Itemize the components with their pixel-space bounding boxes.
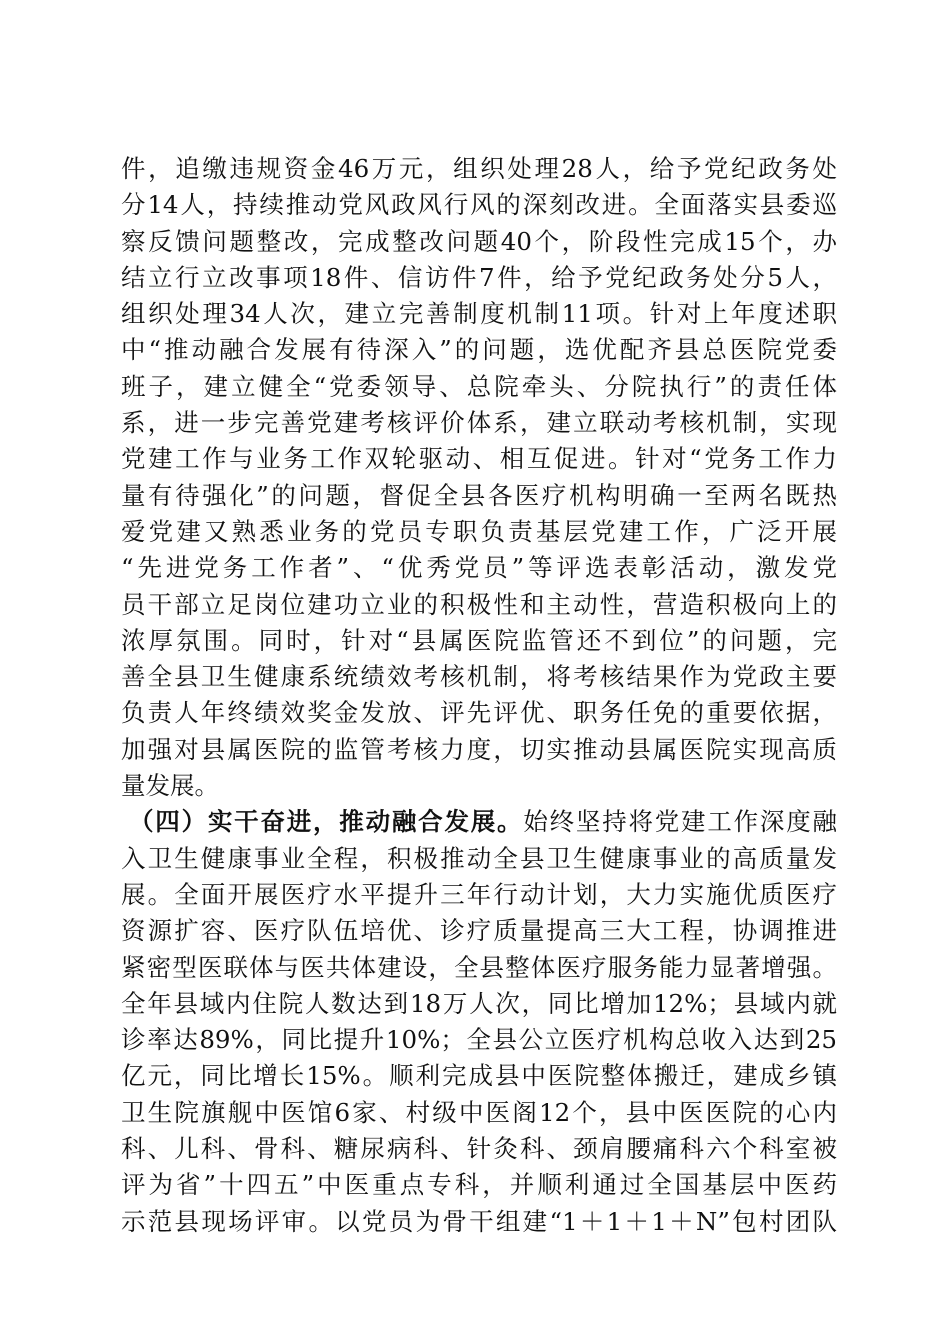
text-line: 诊率达89%，同比提升10%；全县公立医疗机构总收入达到25 <box>121 1025 837 1055</box>
section-heading: （四）实干奋进，推动融合发展。 <box>129 807 524 837</box>
text-line: 班子，建立健全“党委领导、总院牵头、分院执行”的责任体 <box>121 371 837 401</box>
paragraph-1 <box>121 151 837 804</box>
text-line: 量发展。 <box>121 771 219 801</box>
text-line: 件，追缴违规资金46万元，组织处理28人，给予党纪政务处 <box>121 154 837 183</box>
text-line: 员干部立足岗位建功立业的积极性和主动性，营造积极向上的 <box>121 589 837 619</box>
document-body <box>121 151 837 1240</box>
text-line: 全年县域内住院人数达到18万人次，同比增加12%；县域内就 <box>121 988 837 1018</box>
heading-line-rest: 始终坚持将党建工作深度融 <box>523 807 838 837</box>
text-line: 党建工作与业务工作双轮驱动、相互促进。针对“党务工作力 <box>121 444 837 474</box>
text-line: 亿元，同比增长15%。顺利完成县中医院整体搬迁，建成乡镇 <box>121 1061 837 1091</box>
text-line: 资源扩容、医疗队伍培优、诊疗质量提高三大工程，协调推进 <box>121 916 837 946</box>
text-line: 系，进一步完善党建考核评价体系，建立联动考核机制，实现 <box>121 408 837 438</box>
text-line: 察反馈问题整改，完成整改问题40个，阶段性完成15个，办 <box>121 226 837 256</box>
section-heading-line <box>121 804 837 840</box>
text-line: 紧密型医联体与医共体建设，全县整体医疗服务能力显著增强。 <box>121 952 837 982</box>
text-line: 结立行立改事项18件、信访件7件，给予党纪政务处分5人， <box>121 262 837 292</box>
text-line: 入卫生健康事业全程，积极推动全县卫生健康事业的高质量发 <box>121 843 837 873</box>
text-line: 加强对县属医院的监管考核力度，切实推动县属医院实现高质 <box>121 734 837 764</box>
text-line: 分14人，持续推动党风政风行风的深刻改进。全面落实县委巡 <box>121 190 837 220</box>
text-line: 负责人年终绩效奖金发放、评先评优、职务任免的重要依据， <box>121 698 837 728</box>
text-line: 善全县卫生健康系统绩效考核机制，将考核结果作为党政主要 <box>121 662 837 692</box>
text-line: 示范县现场评审。以党员为骨干组建“1＋1＋1＋N”包村团队 <box>121 1206 837 1236</box>
text-line: 组织处理34人次，建立完善制度机制11项。针对上年度述职 <box>121 299 837 329</box>
text-line: 科、儿科、骨科、糖尿病科、针灸科、颈肩腰痛科六个科室被 <box>121 1134 837 1164</box>
text-line: 卫生院旗舰中医馆6家、村级中医阁12个，县中医医院的心内 <box>121 1097 837 1127</box>
paragraph-2 <box>121 804 837 1240</box>
text-line: 评为省”十四五”中医重点专科，并顺利通过全国基层中医药 <box>121 1170 837 1200</box>
text-line: 展。全面开展医疗水平提升三年行动计划，大力实施优质医疗 <box>121 879 837 909</box>
text-line: 中“推动融合发展有待深入”的问题，选优配齐县总医院党委 <box>121 335 837 365</box>
text-line: 量有待强化”的问题，督促全县各医疗机构明确一至两名既热 <box>121 480 837 510</box>
text-line: 爱党建又熟悉业务的党员专职负责基层党建工作，广泛开展 <box>121 516 837 546</box>
text-line: 浓厚氛围。同时，针对“县属医院监管还不到位”的问题，完 <box>121 625 837 655</box>
text-line: “先进党务工作者”、“优秀党员”等评选表彰活动，激发党 <box>121 553 837 583</box>
